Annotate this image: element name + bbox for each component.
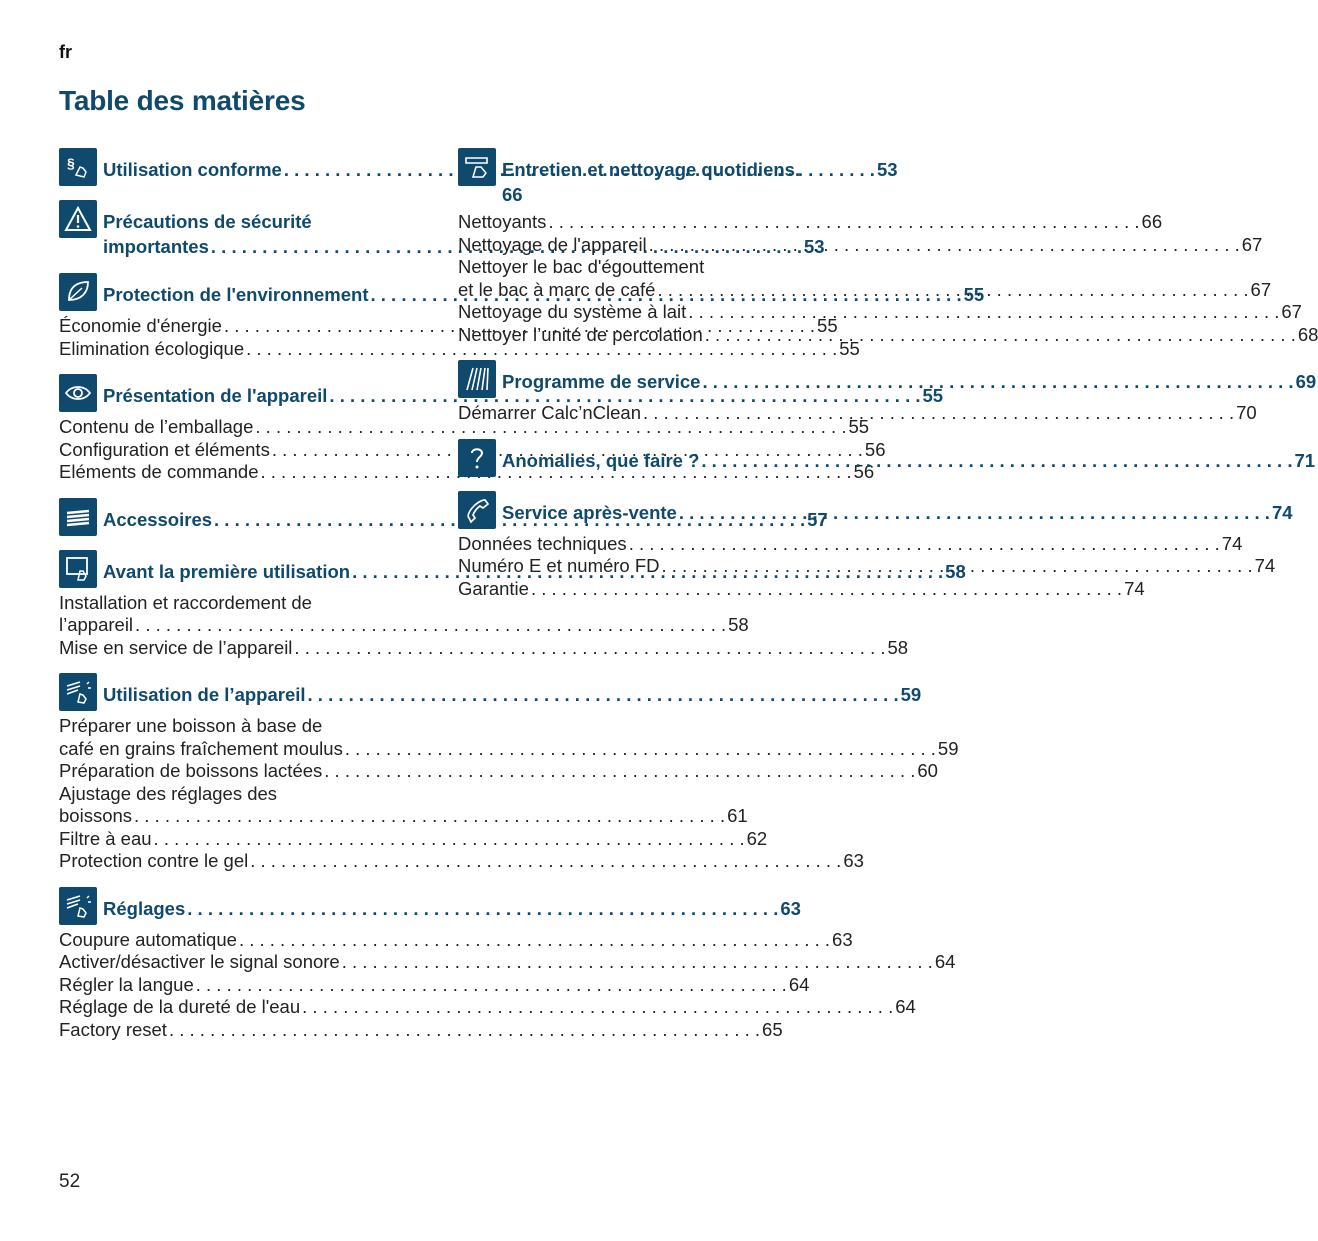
dot-leader <box>135 614 726 637</box>
entry-page-number: 62 <box>746 827 768 849</box>
section-title-wrap <box>103 887 801 921</box>
touch-panel-icon <box>59 673 97 711</box>
section-title-wrap <box>502 439 1315 473</box>
dot-leader <box>649 234 1240 257</box>
eye-icon <box>59 374 97 412</box>
entry-text: Données techniques <box>458 532 627 554</box>
entry-page-number: 67 <box>1241 233 1263 255</box>
section-title <box>502 369 1316 394</box>
entry-text: Eléments de commande <box>59 461 259 482</box>
section-title-text: importantes <box>103 236 209 257</box>
entry-text: Factory reset <box>59 1018 167 1040</box>
dot-leader <box>294 637 885 660</box>
cleaning-hand-icon <box>458 148 496 186</box>
stack-icon <box>59 498 97 536</box>
section-gap <box>458 477 820 491</box>
section-heading[interactable] <box>59 673 922 711</box>
entry-text: Coupure automatique <box>59 928 237 950</box>
section-page-number: 59 <box>900 684 922 705</box>
section-gap <box>59 659 423 673</box>
section-title-text: Programme de service <box>502 371 701 392</box>
section-title-text: Service après-vente <box>502 501 677 523</box>
entry-text: Réglage de la dureté de l'eau <box>59 996 301 1017</box>
question-icon <box>458 439 496 477</box>
section-gap <box>59 873 423 887</box>
toc-entry[interactable] <box>59 416 870 439</box>
entry-page-number: 55 <box>817 315 838 336</box>
section-gap <box>59 259 423 273</box>
toc-entry[interactable] <box>59 337 860 361</box>
section-title-text: Accessoires <box>103 508 213 530</box>
section-page-number: 69 <box>1295 371 1317 392</box>
entry-text-line: Nettoyer le bac d'égouttement <box>458 256 705 277</box>
section-title-text: Entretien et nettoyage quotidiens. <box>502 159 801 180</box>
page-title: Table des matières <box>59 85 306 116</box>
toc-entry[interactable] <box>59 973 810 997</box>
dot-leader <box>629 533 1220 556</box>
section-gap <box>458 346 820 360</box>
entry-page-number: 63 <box>832 928 853 950</box>
section-gap <box>458 425 820 439</box>
entry-text: Configuration et éléments <box>59 438 270 460</box>
section-page-number: 53 <box>876 159 898 180</box>
entry-text: Régler la langue <box>59 973 194 995</box>
section-title-wrap <box>502 360 1316 394</box>
dot-leader <box>531 578 1122 601</box>
entry-text: Contenu de l’emballage <box>59 416 254 437</box>
dot-leader <box>342 951 933 974</box>
entry-page-number: 60 <box>917 760 938 781</box>
entry-page-number: 58 <box>887 636 909 658</box>
section-page-number: 55 <box>963 284 985 305</box>
entry-page-number: 55 <box>839 337 860 359</box>
entry-text: boissons <box>59 805 133 826</box>
entry-text: Elimination écologique <box>59 337 245 359</box>
section-title-text: Protection de l'environnement <box>103 284 369 305</box>
section-title <box>103 896 801 921</box>
dot-leader <box>662 555 1253 578</box>
section-title-text: Avant la première utilisation <box>103 560 351 582</box>
entry-list <box>59 715 959 873</box>
toc-entry[interactable] <box>458 301 1302 324</box>
section-title-text: Présentation de l'appareil <box>103 385 328 406</box>
section-title-text: Anomalies, que faire ? <box>502 449 700 471</box>
entry-text: Économie d'énergie <box>59 315 222 336</box>
toc-entry[interactable] <box>458 532 1243 556</box>
entry-text-line: Ajustage des réglages des <box>59 782 278 804</box>
dot-leader <box>169 1019 760 1042</box>
section-page-number: 53 <box>803 236 825 257</box>
toc-section <box>59 673 959 873</box>
dot-leader <box>705 324 1296 347</box>
entry-text: Démarrer Calc’nClean <box>458 402 642 423</box>
entry-text: Activer/désactiver le signal sonore <box>59 951 340 972</box>
toc-entry[interactable] <box>59 636 909 660</box>
section-title <box>502 157 820 182</box>
warning-triangle-icon <box>59 200 97 238</box>
entry-page-number: 56 <box>864 438 886 460</box>
dot-leader <box>657 279 1248 302</box>
entry-page-number: 59 <box>937 737 959 759</box>
toc-entry[interactable] <box>59 614 749 637</box>
dot-leader <box>702 369 1293 394</box>
section-title-text: Utilisation de l’appareil <box>103 684 306 705</box>
svg-text:§: § <box>67 155 75 171</box>
entry-text-line: Installation et raccordement de <box>59 591 312 613</box>
dot-leader <box>196 974 787 997</box>
toc-entry[interactable] <box>59 996 916 1019</box>
section-page-number: 63 <box>780 897 801 919</box>
toc-entry[interactable] <box>59 951 956 974</box>
section-page-number: 55 <box>922 385 944 406</box>
section-title <box>103 682 921 707</box>
toc-entry[interactable] <box>458 211 1163 234</box>
toc-entry[interactable] <box>59 737 959 761</box>
entry-page-number: 70 <box>1236 402 1257 423</box>
dot-leader <box>548 211 1139 234</box>
section-page-number: 71 <box>1294 449 1316 471</box>
entry-page-number: 64 <box>934 951 956 972</box>
entry-text: Garantie <box>458 577 529 599</box>
touch-panel-icon <box>59 887 97 925</box>
dot-leader <box>134 805 725 828</box>
entry-page-number: 68 <box>1297 323 1318 345</box>
dot-leader <box>302 996 893 1019</box>
section-title-wrap <box>103 673 921 707</box>
dot-leader <box>239 929 830 952</box>
section-title <box>502 448 1315 473</box>
entry-page-number: 66 <box>1141 211 1163 232</box>
toc-section <box>59 887 956 1042</box>
dot-leader <box>187 896 778 921</box>
section-page-number: 74 <box>1271 501 1293 523</box>
leaf-hand-icon <box>59 273 97 311</box>
section-gap <box>59 186 423 200</box>
section-gap <box>59 484 423 498</box>
toc-entry[interactable] <box>59 850 864 873</box>
dot-leader <box>643 402 1234 425</box>
toc-entry[interactable] <box>59 928 853 952</box>
section-gap <box>59 360 423 374</box>
dot-leader <box>324 760 915 783</box>
entry-page-number: 67 <box>1250 278 1272 300</box>
entry-text: et le bac à marc de café <box>458 278 656 300</box>
dot-leader <box>154 828 745 851</box>
box-hand-icon <box>59 550 97 588</box>
toc-entry[interactable] <box>59 760 938 783</box>
toc-entry[interactable] <box>59 827 768 851</box>
entry-text: Nettoyage de l'appareil <box>458 233 647 255</box>
dot-leader <box>345 738 936 761</box>
entry-text: Filtre à eau <box>59 827 152 849</box>
service-program-icon <box>458 360 496 398</box>
entry-text: Mise en service de l’appareil <box>59 636 293 658</box>
entry-page-number: 55 <box>848 416 870 437</box>
section-title-text: Utilisation conforme <box>103 159 282 180</box>
toc-entry[interactable] <box>458 233 1263 257</box>
entry-page-number: 64 <box>895 996 916 1017</box>
toc-entry[interactable] <box>59 461 875 484</box>
entry-page-number: 64 <box>788 973 810 995</box>
entry-page-number: 65 <box>762 1018 783 1040</box>
section-heading[interactable] <box>458 148 820 207</box>
section-page-number: 57 <box>807 508 828 530</box>
dot-leader <box>679 500 1270 525</box>
entry-text: café en grains fraîchement moulus <box>59 737 343 759</box>
toc-entry[interactable] <box>458 577 1145 601</box>
toc-entry[interactable] <box>458 402 1257 425</box>
section-gap <box>59 536 423 550</box>
entry-page-number: 61 <box>727 805 748 826</box>
entry-page-number: 74 <box>1124 577 1145 599</box>
dot-leader <box>308 682 899 707</box>
entry-text: Nettoyage du système à lait <box>458 301 687 322</box>
entry-page-number: 74 <box>1221 532 1243 554</box>
phone-icon <box>458 491 496 529</box>
entry-list <box>458 402 1257 425</box>
entry-text: Nettoyer l’unité de percolation <box>458 323 703 345</box>
entry-page-number: 58 <box>728 614 749 635</box>
page-number: 52 <box>59 1171 81 1192</box>
entry-list <box>59 591 909 660</box>
paragraph-hand-icon <box>59 148 97 186</box>
section-heading[interactable] <box>59 887 801 925</box>
dot-leader <box>701 448 1292 473</box>
toc-entry[interactable] <box>59 805 748 828</box>
section-title-wrap <box>502 491 1293 525</box>
section-page-number: 66 <box>502 184 523 205</box>
entry-text: Nettoyants <box>458 211 547 232</box>
entry-text: Protection contre le gel <box>59 850 249 871</box>
toc-entry[interactable] <box>59 1018 783 1042</box>
entry-list <box>59 928 956 1042</box>
entry-page-number: 74 <box>1254 555 1276 576</box>
section-title-text: Réglages <box>103 897 186 919</box>
dot-leader <box>250 850 841 873</box>
entry-page-number: 63 <box>843 850 864 871</box>
entry-text: Préparation de boissons lactées <box>59 760 323 781</box>
entry-page-number: 67 <box>1281 301 1302 322</box>
entry-page-number: 56 <box>853 461 875 482</box>
section-title-wrap <box>502 148 820 207</box>
dot-leader <box>688 301 1279 324</box>
language-code: fr <box>59 42 72 62</box>
section-page-number: 58 <box>945 560 966 582</box>
section-title <box>502 500 1293 525</box>
entry-text-line: Préparer une boisson à base de <box>59 715 323 736</box>
section-heading[interactable] <box>458 491 1293 529</box>
entry-text: l’appareil <box>59 614 134 635</box>
section-title-line: Précautions de sécurité <box>103 211 312 232</box>
entry-text: Numéro E et numéro FD <box>458 555 660 576</box>
